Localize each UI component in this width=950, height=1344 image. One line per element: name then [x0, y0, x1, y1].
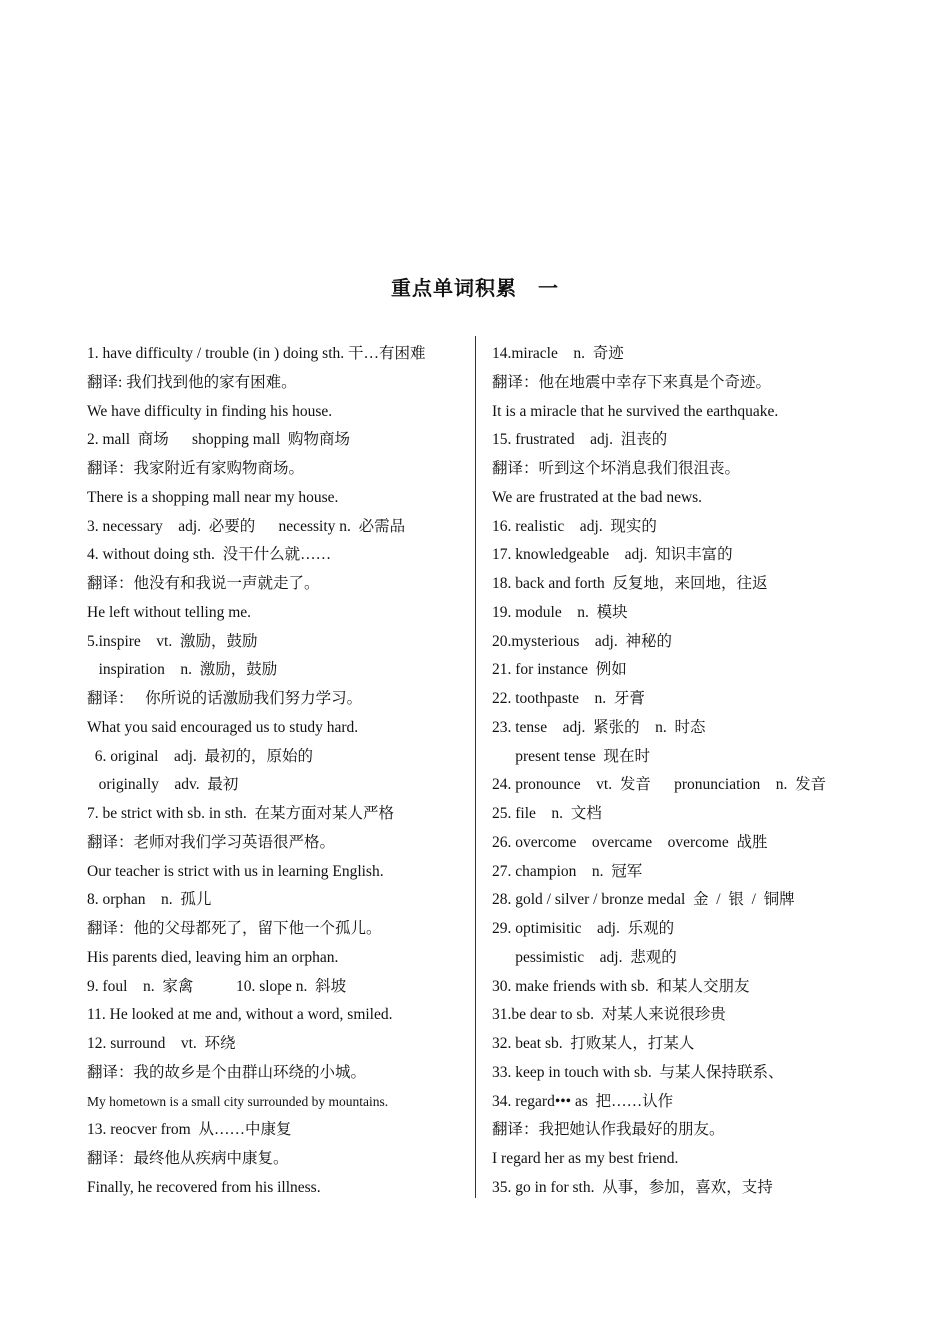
vocab-line: 8. orphan n. 孤儿 [87, 891, 212, 909]
vocab-line: originally adv. 最初 [87, 776, 239, 794]
vocab-line: 9. foul n. 家禽 10. slope n. 斜坡 [87, 977, 347, 995]
vocab-line: 33. keep in touch with sb. 与某人保持联系、 [492, 1063, 784, 1081]
vocab-line: 翻译：我家附近有家购物商场。 [87, 460, 305, 477]
vocab-line: 32. beat sb. 打败某人，打某人 [492, 1035, 695, 1052]
vocab-line: 16. realistic adj. 现实的 [492, 517, 657, 535]
vocab-line: I regard her as my best friend. [492, 1150, 679, 1167]
right-column [492, 340, 892, 1203]
vocab-line: 24. pronounce vt. 发音 pronunciation n. 发音 [492, 776, 827, 794]
vocab-line: My hometown is a small city surrounded by mountains. [87, 1093, 389, 1109]
vocab-line: We are frustrated at the bad news. [492, 488, 703, 506]
vocab-line: 3. necessary adj. 必要的 necessity n. 必需品 [87, 517, 406, 535]
vocab-line: 翻译：他在地震中幸存下来真是个奇迹。 [492, 373, 772, 391]
page-title: 重点单词积累 一 [391, 278, 559, 300]
vocab-line: present tense 现在时 [492, 747, 650, 765]
vocab-line: 14.miracle n. 奇迹 [492, 345, 624, 362]
vocab-line: 5.inspire vt. 激励，鼓励 [87, 632, 258, 650]
vocab-line: 11. He looked at me and, without a word, smiled. [87, 1006, 393, 1024]
vocab-line: 26. overcome overcame overcome 战胜 [492, 833, 768, 851]
vocab-line: 翻译：老师对我们学习英语很严格。 [87, 833, 336, 851]
vocab-line: 30. make friends with sb. 和某人交朋友 [492, 977, 750, 995]
vocab-line: 翻译：最终他从疾病中康复。 [87, 1150, 289, 1167]
vocab-line: 4. without doing sth. 没干什么就…… [87, 546, 332, 564]
column-divider [475, 336, 476, 1198]
vocab-line: 19. module n. 模块 [492, 603, 628, 621]
vocab-line: 27. champion n. 冠军 [492, 862, 643, 880]
vocab-line: 6. original adj. 最初的，原始的 [87, 747, 314, 765]
vocab-line: He left without telling me. [87, 603, 252, 621]
vocab-line: 翻译： 你所说的话激励我们努力学习。 [87, 690, 363, 707]
vocab-line: 25. file n. 文档 [492, 805, 602, 822]
vocab-line: 翻译：听到这个坏消息我们很沮丧。 [492, 460, 741, 477]
vocab-line: 13. reocver from 从……中康复 [87, 1121, 292, 1139]
vocab-line: 31.be dear to sb. 对某人来说很珍贵 [492, 1006, 726, 1024]
vocab-line: What you said encouraged us to study hard. [87, 718, 359, 736]
vocab-line: pessimistic adj. 悲观的 [492, 948, 677, 966]
vocab-line: We have difficulty in finding his house. [87, 402, 333, 420]
vocab-line: 17. knowledgeable adj. 知识丰富的 [492, 546, 733, 564]
vocab-line: 7. be strict with sb. in sth. 在某方面对某人严格 [87, 805, 394, 822]
vocab-line: His parents died, leaving him an orphan. [87, 948, 339, 966]
vocab-line: 35. go in for sth. 从事，参加，喜欢，支持 [492, 1178, 773, 1196]
vocab-line: 翻译：他没有和我说一声就走了。 [87, 575, 320, 592]
vocab-line: Finally, he recovered from his illness. [87, 1178, 321, 1196]
vocab-line: 34. regard••• as 把……认作 [492, 1092, 674, 1110]
vocab-line: There is a shopping mall near my house. [87, 488, 339, 506]
vocab-line: 翻译：他的父母都死了，留下他一个孤儿。 [87, 920, 382, 937]
vocab-line: 22. toothpaste n. 牙膏 [492, 690, 645, 707]
vocab-line: 翻译：我的故乡是个由群山环绕的小城。 [87, 1063, 367, 1081]
vocab-line: inspiration n. 激励，鼓励 [87, 661, 278, 679]
vocab-line: 23. tense adj. 紧张的 n. 时态 [492, 718, 706, 736]
vocab-line: 12. surround vt. 环绕 [87, 1035, 236, 1052]
vocab-line: 翻译: 我们找到他的家有困难。 [87, 373, 297, 391]
vocab-line: 21. for instance 例如 [492, 661, 627, 679]
vocab-line: Our teacher is strict with us in learning English. [87, 862, 384, 880]
vocab-line: It is a miracle that he survived the earthquake. [492, 402, 779, 420]
vocab-line: 28. gold / silver / bronze medal 金 / 银 / 铜牌 [492, 891, 795, 909]
vocab-line: 29. optimisitic adj. 乐观的 [492, 920, 675, 937]
left-column [87, 340, 467, 1203]
vocab-line: 1. have difficulty / trouble (in ) doing sth. 干…有困难 [87, 345, 426, 362]
vocab-line: 翻译：我把她认作我最好的朋友。 [492, 1121, 725, 1139]
vocab-line: 2. mall 商场 shopping mall 购物商场 [87, 431, 351, 449]
vocab-line: 15. frustrated adj. 沮丧的 [492, 431, 668, 449]
vocab-line: 20.mysterious adj. 神秘的 [492, 632, 672, 650]
vocab-line: 18. back and forth 反复地，来回地，往返 [492, 575, 768, 592]
